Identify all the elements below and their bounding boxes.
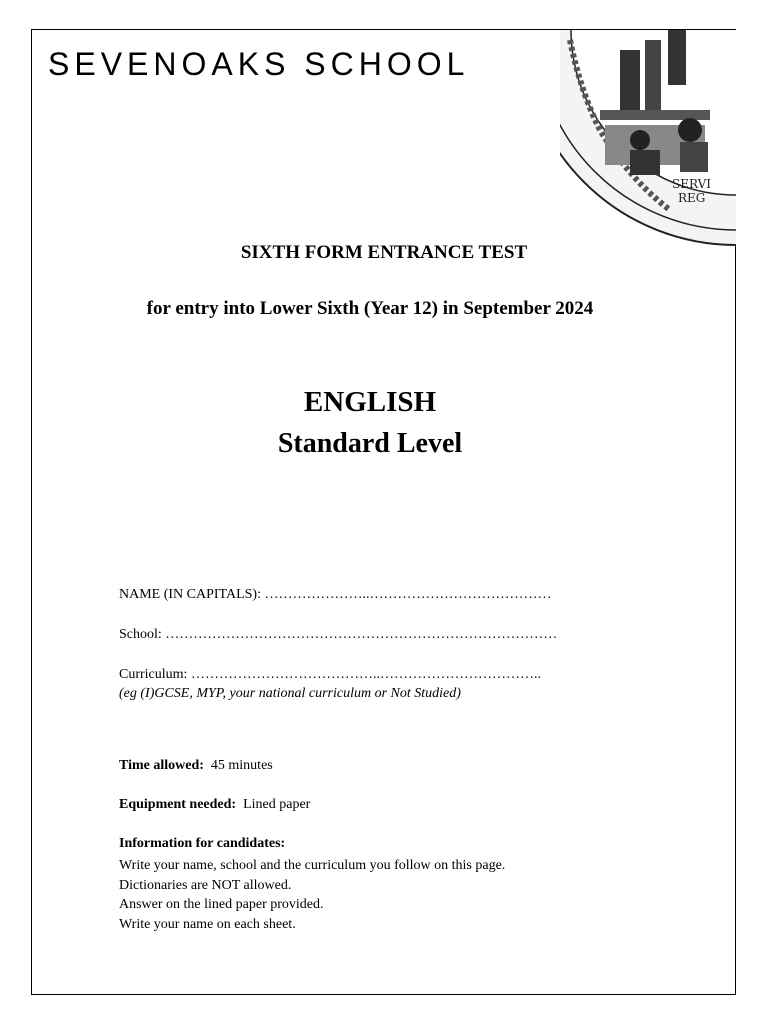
equipment-needed — [119, 797, 310, 813]
time-allowed — [119, 758, 273, 774]
entry-line: for entry into Lower Sixth (Year 12) in September 2024 — [146, 298, 594, 319]
instruction-line: Answer on the lined paper provided. — [119, 897, 324, 912]
name-label: NAME (IN CAPITALS): — [119, 587, 261, 602]
instruction-line: Write your name, school and the curriculum you follow on this page. — [119, 858, 506, 873]
name-field[interactable] — [119, 587, 551, 603]
school-seal-image — [560, 30, 736, 250]
level-title: Standard Level — [277, 428, 463, 459]
curriculum-label: Curriculum: — [119, 667, 188, 682]
equipment-value: Lined paper — [243, 797, 311, 812]
school-label: School: — [119, 627, 162, 642]
instruction-line: Write your name on each sheet. — [119, 916, 296, 932]
test-title: SIXTH FORM ENTRANCE TEST — [240, 242, 528, 263]
subject-title: ENGLISH — [303, 386, 437, 418]
curriculum-dots[interactable]: …………………………………..…………………………….. — [190, 667, 541, 682]
time-value: 45 minutes — [210, 758, 273, 773]
info-heading-text: Information for candidates: — [119, 836, 286, 851]
instructions-list — [119, 856, 505, 934]
info-heading — [119, 836, 285, 852]
school-field[interactable] — [119, 627, 557, 643]
school-seal-icon — [560, 30, 736, 250]
instruction-line: Dictionaries are NOT allowed. — [119, 877, 292, 893]
curriculum-field[interactable] — [119, 667, 541, 683]
school-dots[interactable]: ………………………………………………………………………… — [165, 627, 558, 642]
seal-text-2: REG — [678, 191, 706, 205]
name-dots[interactable]: …………………..………………………………… — [264, 587, 552, 602]
school-name: SEVENOAKS SCHOOL — [48, 46, 470, 82]
equipment-label: Equipment needed: — [119, 797, 237, 812]
time-label: Time allowed: — [119, 758, 204, 773]
seal-text-1: SERVI — [672, 177, 711, 191]
curriculum-note: (eg (I)GCSE, MYP, your national curriculum or Not Studied) — [119, 686, 461, 701]
